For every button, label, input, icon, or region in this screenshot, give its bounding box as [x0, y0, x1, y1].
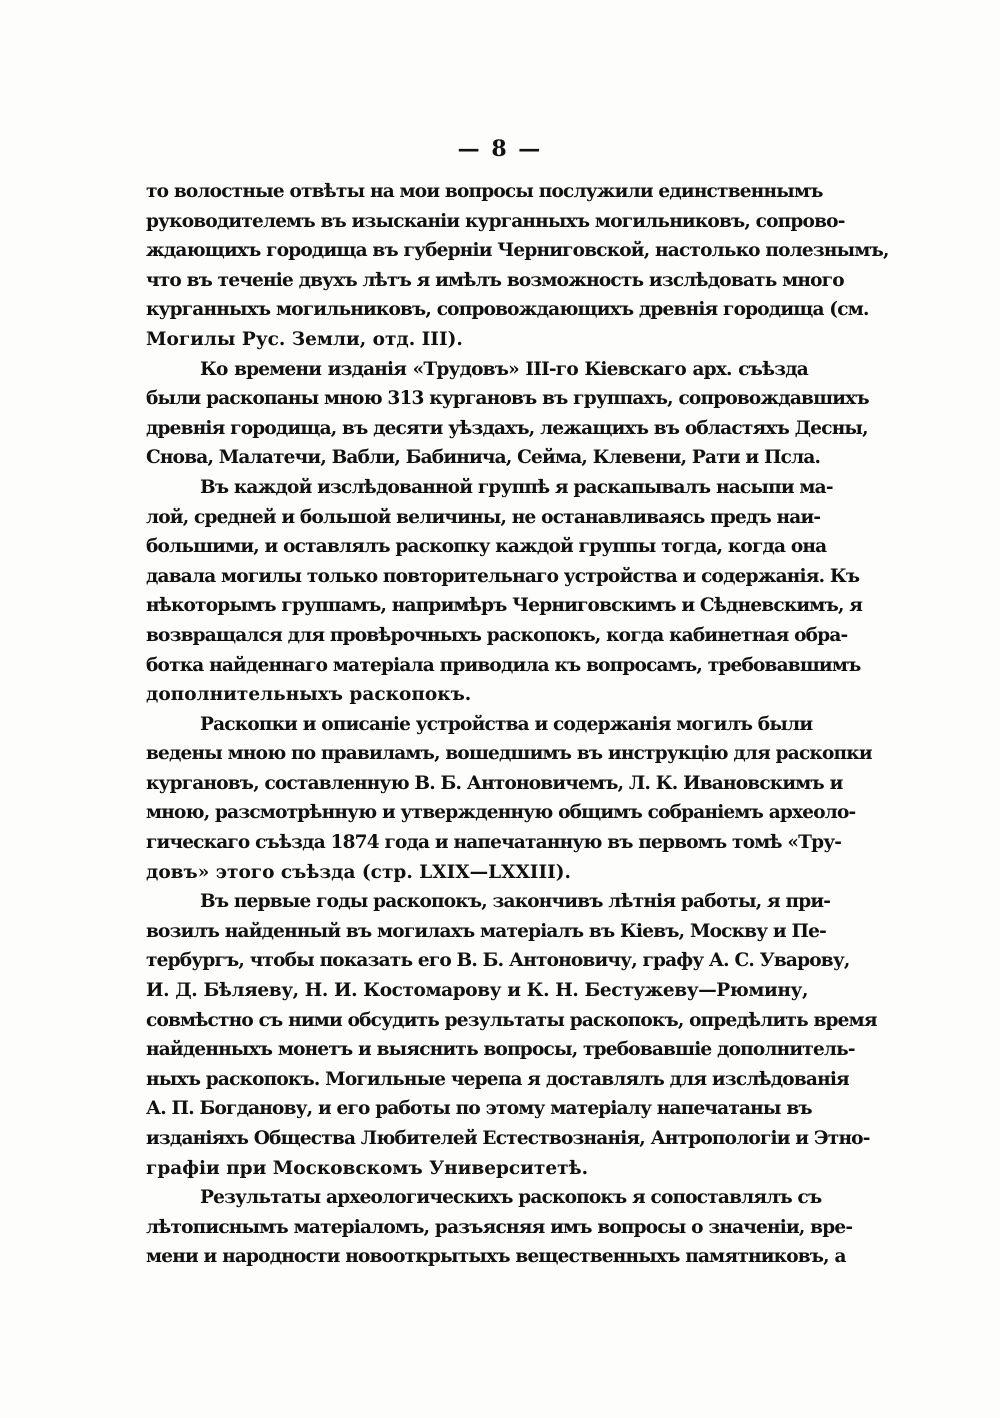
text-line: лой, средней и большой величины, не останавливаясь предъ наи-: [146, 506, 821, 528]
text-line: лѣтописнымъ матерiаломъ, разъясняя имъ вопросы о значенiи, вре-: [146, 1216, 853, 1238]
text-line: мени и народности новооткрытыхъ вещественныхъ памятниковъ, а: [146, 1246, 846, 1268]
text-line: кургановъ, составленную В. Б. Антоновичемъ, Л. К. Ивановскимъ и: [146, 772, 843, 794]
text-line: Могилы Рус. Земли, отд. III).: [146, 328, 463, 350]
text-line: найденныхъ монетъ и выяснить вопросы, требовавшiе дополнитель-: [146, 1039, 855, 1061]
text-line: мною, разсмотрѣнную и утвержденную общимъ собранiемъ археоло-: [146, 802, 856, 824]
text-line: ведены мною по правиламъ, вошедшимъ въ инструкцiю для раскопки: [146, 743, 872, 765]
text-line: графiи при Московскомъ Университетѣ.: [146, 1157, 589, 1179]
text-line: ботка найденнаго матерiала приводила къ вопросамъ, требовавшимъ: [146, 654, 861, 676]
text-line: то волостные отвѣты на мои вопросы послужили единственнымъ: [146, 181, 823, 202]
text-line: давала могилы только повторительнаго устройства и содержанiя. Къ: [146, 565, 860, 587]
text-line: курганныхъ могильниковъ, сопровождающихъ древнiя городища (см.: [146, 299, 869, 321]
page-number: — 8 —: [457, 136, 543, 162]
paragraph-first-line: Результаты археологическихъ раскопокъ я сопоставлялъ съ: [200, 1187, 822, 1209]
text-line: древнiя городища, въ десяти уѣздахъ, лежащихъ въ областяхъ Десны,: [146, 417, 868, 439]
text-line: совмѣстно съ ними обсудить результаты раскопокъ, опредѣлить время: [146, 1009, 877, 1031]
text-line: большими, и оставлялъ раскопку каждой группы тогда, когда она: [146, 536, 827, 558]
text-line: ныхъ раскопокъ. Могильные черепа я доставлялъ для изслѣдованiя: [146, 1068, 849, 1090]
text-line: дополнительныхъ раскопокъ.: [146, 684, 472, 706]
text-line: изданiяхъ Общества Любителей Естествознанiя, Антропологiи и Этно-: [146, 1128, 870, 1149]
text-line: нѣкоторымъ группамъ, напримѣръ Черниговскимъ и Сѣдневскимъ, я: [146, 595, 863, 617]
paragraph-first-line: Ко времени изданiя «Трудовъ» III-го Кiевскаго арх. съѣзда: [200, 358, 808, 380]
text-line: ждающихъ городища въ губернiи Черниговской, настолько полезнымъ,: [146, 240, 889, 262]
text-line: были раскопаны мною 313 кургановъ въ группахъ, сопровождавшихъ: [146, 388, 869, 410]
text-line: возвращался для провѣрочныхъ раскопокъ, когда кабинетная обра-: [146, 624, 848, 646]
text-line: тербургъ, чтобы показать его В. Б. Антоновичу, графу А. С. Уварову,: [146, 950, 850, 972]
text-line: довъ» этого съѣзда (стр. LXIX—LXXIII).: [146, 861, 571, 883]
text-line: А. П. Богданову, и его работы по этому матерiалу напечатаны въ: [146, 1098, 812, 1120]
paragraph-first-line: Раскопки и описанiе устройства и содержанiя могилъ были: [200, 713, 813, 735]
text-line: гическаго съѣзда 1874 года и напечатанную въ первомъ томѣ «Тру-: [146, 832, 842, 854]
body-text: [146, 177, 889, 1272]
text-line: что въ теченiе двухъ лѣтъ я имѣлъ возможность изслѣдовать много: [146, 269, 844, 291]
text-line: И. Д. Бѣляеву, Н. И. Костомарову и К. Н. Бестужеву—Рюмину,: [146, 980, 808, 1002]
paragraph-first-line: Въ первые годы раскопокъ, закончивъ лѣтнiя работы, я при-: [200, 891, 831, 913]
text-line: возилъ найденный въ могилахъ матерiалъ въ Кiевъ, Москву и Пе-: [146, 920, 826, 942]
paragraph-first-line: Въ каждой изслѣдованной группѣ я раскапывалъ насыпи ма-: [200, 476, 833, 498]
text-line: руководителемъ въ изысканiи курганныхъ могильниковъ, сопрово-: [146, 210, 845, 232]
text-line: Снова, Малатечи, Вабли, Бабинича, Сейма, Клевени, Рати и Псла.: [146, 447, 821, 469]
